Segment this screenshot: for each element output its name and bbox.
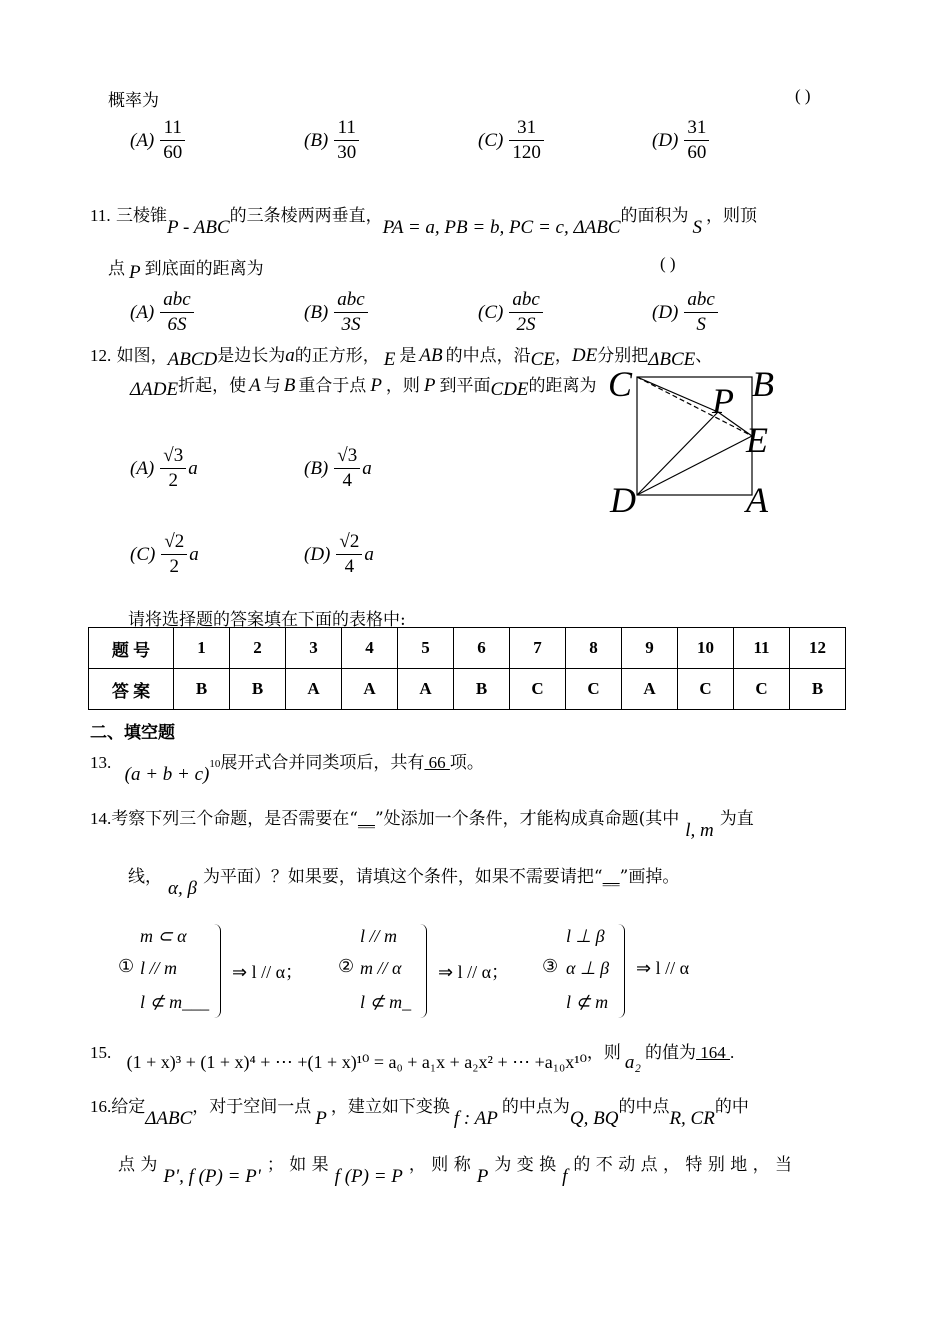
- q12-text: 是边长为: [217, 346, 286, 366]
- table-cell-answer: A: [398, 669, 454, 710]
- q14-text: ”处添加一个条件，才能构成真命题(其中: [374, 809, 680, 829]
- table-header-label: 题 号: [89, 628, 174, 669]
- q12-math: B: [283, 375, 296, 396]
- system-2-result: ⇒ l // α；: [438, 962, 510, 982]
- system-1-brace: [214, 924, 221, 1018]
- fraction-denominator: 6S: [167, 314, 187, 335]
- fraction-numerator: √2: [336, 530, 362, 555]
- fraction-numerator: abc: [160, 288, 193, 313]
- fraction-numerator: abc: [509, 288, 542, 313]
- table-answer-label: 答 案: [89, 669, 174, 710]
- fraction-numerator: 11: [160, 116, 185, 141]
- option-label: (C): [478, 301, 504, 323]
- table-cell-answer: C: [566, 669, 622, 710]
- table-cell-number: 7: [510, 628, 566, 669]
- q10-option-d: [652, 116, 711, 165]
- q12-text: 如图，: [116, 346, 168, 366]
- option-label: (D): [652, 301, 679, 323]
- fraction-numerator: abc: [334, 288, 367, 313]
- q14-math: l, m: [685, 820, 714, 841]
- q12-text: 分别把: [597, 346, 649, 366]
- system-2-row: m // α: [360, 958, 402, 978]
- system-1-row: l // m: [140, 958, 178, 978]
- q16-line2: [118, 1150, 793, 1187]
- q14-math: α, β: [168, 878, 197, 899]
- q16-text: ； 如 果: [266, 1155, 329, 1175]
- system-3-brace: [618, 924, 625, 1018]
- table-cell-answer: B: [174, 669, 230, 710]
- q15-expression: (1 + x)³ + (1 + x)⁴ + ⋯ +(1 + x)¹⁰ = a₀ + a₁x + a₂x² + ⋯ +a₁₀x¹⁰: [126, 1052, 587, 1072]
- q12-text: 重合于点: [298, 376, 367, 396]
- option-label: (D): [304, 543, 331, 565]
- table-cell-number: 4: [342, 628, 398, 669]
- table-cell-answer: A: [342, 669, 398, 710]
- fraction-numerator: √2: [161, 530, 187, 555]
- section-heading-fill-blank: 二、填空题: [90, 723, 175, 743]
- system-2-row: l // m: [360, 926, 398, 946]
- q11-option-c: [478, 288, 545, 337]
- table-cell-number: 11: [734, 628, 790, 669]
- option-label: (A): [130, 457, 155, 479]
- q16-line1: [90, 1092, 749, 1129]
- system-1-result: ⇒ l // α；: [232, 962, 304, 982]
- answer-table: [88, 627, 846, 710]
- q15-answer: 164: [696, 1043, 731, 1062]
- system-2-brace: [420, 924, 427, 1018]
- q10-tail-text: 概率为: [108, 91, 159, 111]
- q14-text: ”画掉。: [619, 867, 680, 887]
- q13-text: 项。: [449, 753, 484, 773]
- q15-text: 的值为: [645, 1043, 697, 1063]
- system-3-row: α ⊥ β: [566, 958, 610, 978]
- fraction-numerator: 31: [684, 116, 709, 141]
- table-cell-number: 2: [230, 628, 286, 669]
- q12-math: P: [370, 375, 382, 396]
- q12-option-b: [304, 444, 372, 493]
- q15-text: ，则: [586, 1043, 621, 1063]
- q16-math: P', f (P) = P': [163, 1166, 261, 1187]
- q14-text: 考察下列三个命题，是否需要在“: [111, 809, 358, 829]
- question-number: 12.: [90, 346, 112, 365]
- table-cell-number: 5: [398, 628, 454, 669]
- q16-text: 给定: [111, 1097, 146, 1117]
- system-1-row: m ⊂ α: [140, 926, 187, 946]
- fraction-denominator: 2: [169, 556, 180, 577]
- q10-option-b: [304, 116, 361, 165]
- q11-text: 点: [108, 259, 125, 279]
- system-3-mark: ③: [542, 956, 559, 976]
- table-cell-answer: C: [678, 669, 734, 710]
- table-cell-answer: C: [510, 669, 566, 710]
- table-cell-number: 1: [174, 628, 230, 669]
- q14-blank: __: [357, 809, 375, 829]
- q11-answer-paren: ( ): [660, 254, 676, 273]
- q11-math: PA = a, PB = b, PC = c, ΔABC: [382, 217, 621, 238]
- fraction-denominator: S: [696, 314, 706, 335]
- q12-text: 到平面: [439, 376, 491, 396]
- table-cell-answer: C: [734, 669, 790, 710]
- fraction-numerator: √3: [160, 444, 186, 469]
- dashed-edge-ce: [637, 377, 752, 436]
- figure-label-c: C: [608, 364, 633, 404]
- fraction-numerator: 11: [334, 116, 359, 141]
- q10-answer-paren: ( ): [795, 86, 811, 105]
- q12-math: AB: [419, 345, 443, 366]
- table-cell-number: 10: [678, 628, 734, 669]
- q12-line2: [130, 371, 597, 400]
- q11-text: 到底面的距离为: [144, 259, 264, 279]
- q14-line1: [90, 804, 754, 841]
- q12-text: 与: [263, 376, 281, 396]
- system-3-row: l ⊄ m: [566, 992, 609, 1012]
- answer-table-intro: 请将选择题的答案填在下面的表格中:: [128, 610, 406, 630]
- q16-text: 的中: [714, 1097, 749, 1117]
- q14-text: 为平面）？如果要，请填这个条件，如果不需要请把“: [202, 867, 603, 887]
- fraction-denominator: 60: [163, 142, 183, 163]
- question-number: 16.: [90, 1097, 112, 1116]
- system-1-row: l ⊄ m___: [140, 992, 210, 1012]
- q12-text: ，则: [385, 376, 420, 396]
- q11-math: P - ABC: [167, 217, 230, 238]
- q12-math: ABCD: [167, 349, 218, 370]
- fraction-denominator: 3S: [341, 314, 361, 335]
- option-label: (D): [652, 129, 679, 151]
- q12-math: A: [249, 375, 261, 396]
- q16-math: Q, BQ: [569, 1108, 619, 1129]
- q11-math: P: [129, 262, 141, 283]
- option-variable: a: [188, 457, 198, 479]
- question-number: 11.: [90, 206, 111, 225]
- q12-option-d: [304, 530, 374, 579]
- q11-option-b: [304, 288, 370, 337]
- edge-cp: [637, 377, 718, 412]
- fraction-numerator: 31: [509, 116, 544, 141]
- q12-text: 折起，使: [178, 376, 247, 396]
- option-variable: a: [362, 457, 372, 479]
- q12-math: CDE: [490, 379, 529, 400]
- table-cell-number: 12: [790, 628, 846, 669]
- q12-math: ΔBCE: [648, 349, 696, 370]
- q13-expression: (a + b + c): [124, 764, 210, 785]
- figure-label-p: P: [712, 381, 734, 421]
- option-label: (A): [130, 129, 155, 151]
- table-cell-answer: B: [790, 669, 846, 710]
- fraction-denominator: 2: [168, 470, 178, 491]
- fraction-denominator: 2S: [516, 314, 536, 335]
- q12-option-a: [130, 444, 198, 493]
- q11-text: ，则顶: [706, 206, 758, 226]
- option-label: (A): [130, 301, 155, 323]
- q14-text: 为直: [719, 809, 754, 829]
- fraction-denominator: 30: [337, 142, 357, 163]
- q11-text: 三棱锥: [116, 206, 168, 226]
- figure-label-b: B: [752, 364, 774, 404]
- q10-option-c: [478, 116, 546, 165]
- fraction-denominator: 60: [687, 142, 707, 163]
- q11-option-a: [130, 288, 196, 337]
- q12-text: 、: [695, 346, 713, 366]
- q16-math: f : AP: [453, 1108, 498, 1129]
- q16-text: ， 则 称: [408, 1155, 471, 1175]
- q12-text: 是: [399, 346, 417, 366]
- q10-option-a: [130, 116, 187, 165]
- q15-line: [90, 1038, 735, 1073]
- option-label: (C): [130, 543, 156, 565]
- q13-text: 展开式合并同类项后，共有: [220, 753, 425, 773]
- figure-label-a: A: [746, 480, 768, 520]
- q16-text: 为 变 换: [494, 1155, 557, 1175]
- system-2-row: l ⊄ m_: [360, 992, 412, 1012]
- system-1-mark: ①: [118, 956, 135, 976]
- table-cell-answer: A: [286, 669, 342, 710]
- q12-math: DE: [571, 345, 598, 366]
- figure-label-d: D: [610, 480, 636, 520]
- q16-text: ，对于空间一点: [192, 1097, 312, 1117]
- fraction-denominator: 4: [342, 470, 352, 491]
- question-number: 13.: [90, 753, 112, 772]
- q14-blank: __: [602, 867, 620, 887]
- fraction-numerator: abc: [684, 288, 717, 313]
- table-cell-answer: B: [454, 669, 510, 710]
- q11-option-d: [652, 288, 720, 337]
- q16-math: P: [476, 1166, 489, 1187]
- edge-de: [637, 436, 752, 495]
- q16-math: ΔABC: [145, 1108, 193, 1129]
- q11-text: 的三条棱两两垂直，: [229, 206, 383, 226]
- figure-label-e: E: [746, 420, 768, 460]
- table-row-answers: [89, 669, 846, 710]
- q12-text: 的正方形，: [294, 346, 380, 366]
- system-2-mark: ②: [338, 956, 355, 976]
- system-3-result: ⇒ l // α: [636, 958, 690, 978]
- option-label: (C): [478, 129, 504, 151]
- q16-text: 的中点为: [501, 1097, 570, 1117]
- q11-line2: [108, 254, 264, 283]
- table-cell-answer: B: [230, 669, 286, 710]
- fraction-denominator: 120: [512, 142, 541, 163]
- option-label: (B): [304, 301, 329, 323]
- fraction-numerator: √3: [334, 444, 360, 469]
- table-cell-number: 8: [566, 628, 622, 669]
- question-number: 15.: [90, 1043, 112, 1062]
- system-3-row: l ⊥ β: [566, 926, 605, 946]
- q15-text: .: [730, 1043, 735, 1062]
- q12-text: 的距离为: [528, 376, 597, 396]
- fraction-denominator: 4: [344, 556, 355, 577]
- q14-line2: [128, 862, 680, 899]
- q12-text: ，: [554, 346, 572, 366]
- q16-math: f: [562, 1166, 568, 1187]
- table-row-numbers: [89, 628, 846, 669]
- question-number: 14.: [90, 809, 112, 828]
- table-cell-number: 9: [622, 628, 678, 669]
- option-variable: a: [364, 543, 374, 565]
- q16-text: ，建立如下变换: [330, 1097, 450, 1117]
- q16-math: P: [315, 1108, 327, 1129]
- table-cell-number: 3: [286, 628, 342, 669]
- q16-math: f (P) = P: [334, 1166, 403, 1187]
- q12-math: ΔADE: [130, 379, 179, 400]
- q12-option-c: [130, 530, 199, 579]
- option-label: (B): [304, 129, 329, 151]
- option-variable: a: [189, 543, 199, 565]
- q12-math: a: [285, 345, 295, 366]
- edge-dp: [637, 412, 718, 495]
- q12-math: P: [423, 375, 436, 396]
- q11-line1: [90, 201, 758, 238]
- table-cell-number: 6: [454, 628, 510, 669]
- table-cell-answer: A: [622, 669, 678, 710]
- q15-math: a₂: [624, 1052, 642, 1073]
- q16-text: 的 不 动 点 ， 特 别 地 ， 当: [573, 1155, 793, 1175]
- q16-math: R, CR: [669, 1108, 715, 1129]
- option-label: (B): [304, 457, 329, 479]
- q13-answer: 66: [424, 753, 450, 772]
- q16-text: 的中点: [618, 1097, 670, 1117]
- q12-text: 的中点，沿: [445, 346, 531, 366]
- q14-text: 线，: [128, 867, 162, 887]
- q13-exponent: 10: [209, 758, 221, 771]
- q12-math: CE: [530, 349, 555, 370]
- q11-text: 的面积为: [620, 206, 689, 226]
- q12-figure: [600, 362, 800, 522]
- q11-math: S: [692, 217, 703, 238]
- q13-line: [90, 748, 484, 785]
- q12-math: E: [383, 349, 396, 370]
- q16-text: 点 为: [118, 1155, 158, 1175]
